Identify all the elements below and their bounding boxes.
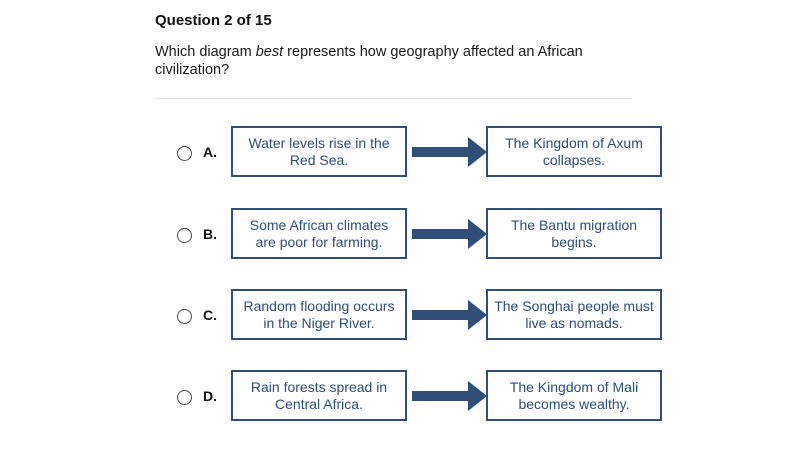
- question-prompt: [155, 43, 595, 79]
- option-letter: D.: [203, 388, 217, 404]
- prompt-emphasis: best: [255, 44, 284, 60]
- right-arrow-icon: [412, 137, 488, 167]
- effect-box: The Bantu migration begins.: [486, 208, 662, 259]
- question-header: Question 2 of 15: [155, 12, 272, 29]
- radio-button-icon[interactable]: [177, 228, 192, 243]
- radio-button-icon[interactable]: [177, 309, 192, 324]
- cause-box: Some African climates are poor for farming.: [231, 208, 407, 259]
- cause-box: Random flooding occurs in the Niger River.: [231, 289, 407, 340]
- prompt-text-after: represents how geography affected an African civilization?: [155, 44, 583, 78]
- effect-box: The Kingdom of Axum collapses.: [486, 126, 662, 177]
- radio-button-icon[interactable]: [177, 390, 192, 405]
- effect-box: The Kingdom of Mali becomes wealthy.: [486, 370, 662, 421]
- option-letter: C.: [203, 307, 217, 323]
- right-arrow-icon: [412, 381, 488, 411]
- effect-box: The Songhai people must live as nomads.: [486, 289, 662, 340]
- option-letter: B.: [203, 226, 217, 242]
- answer-option-b[interactable]: [170, 208, 670, 264]
- divider: [155, 98, 632, 99]
- right-arrow-icon: [412, 300, 488, 330]
- radio-button-icon[interactable]: [177, 146, 192, 161]
- option-letter: A.: [203, 144, 217, 160]
- right-arrow-icon: [412, 219, 488, 249]
- answer-option-a[interactable]: [170, 126, 670, 182]
- answer-option-d[interactable]: [170, 370, 670, 426]
- cause-box: Rain forests spread in Central Africa.: [231, 370, 407, 421]
- prompt-text-before: Which diagram: [155, 44, 256, 60]
- answer-option-c[interactable]: [170, 289, 670, 345]
- cause-box: Water levels rise in the Red Sea.: [231, 126, 407, 177]
